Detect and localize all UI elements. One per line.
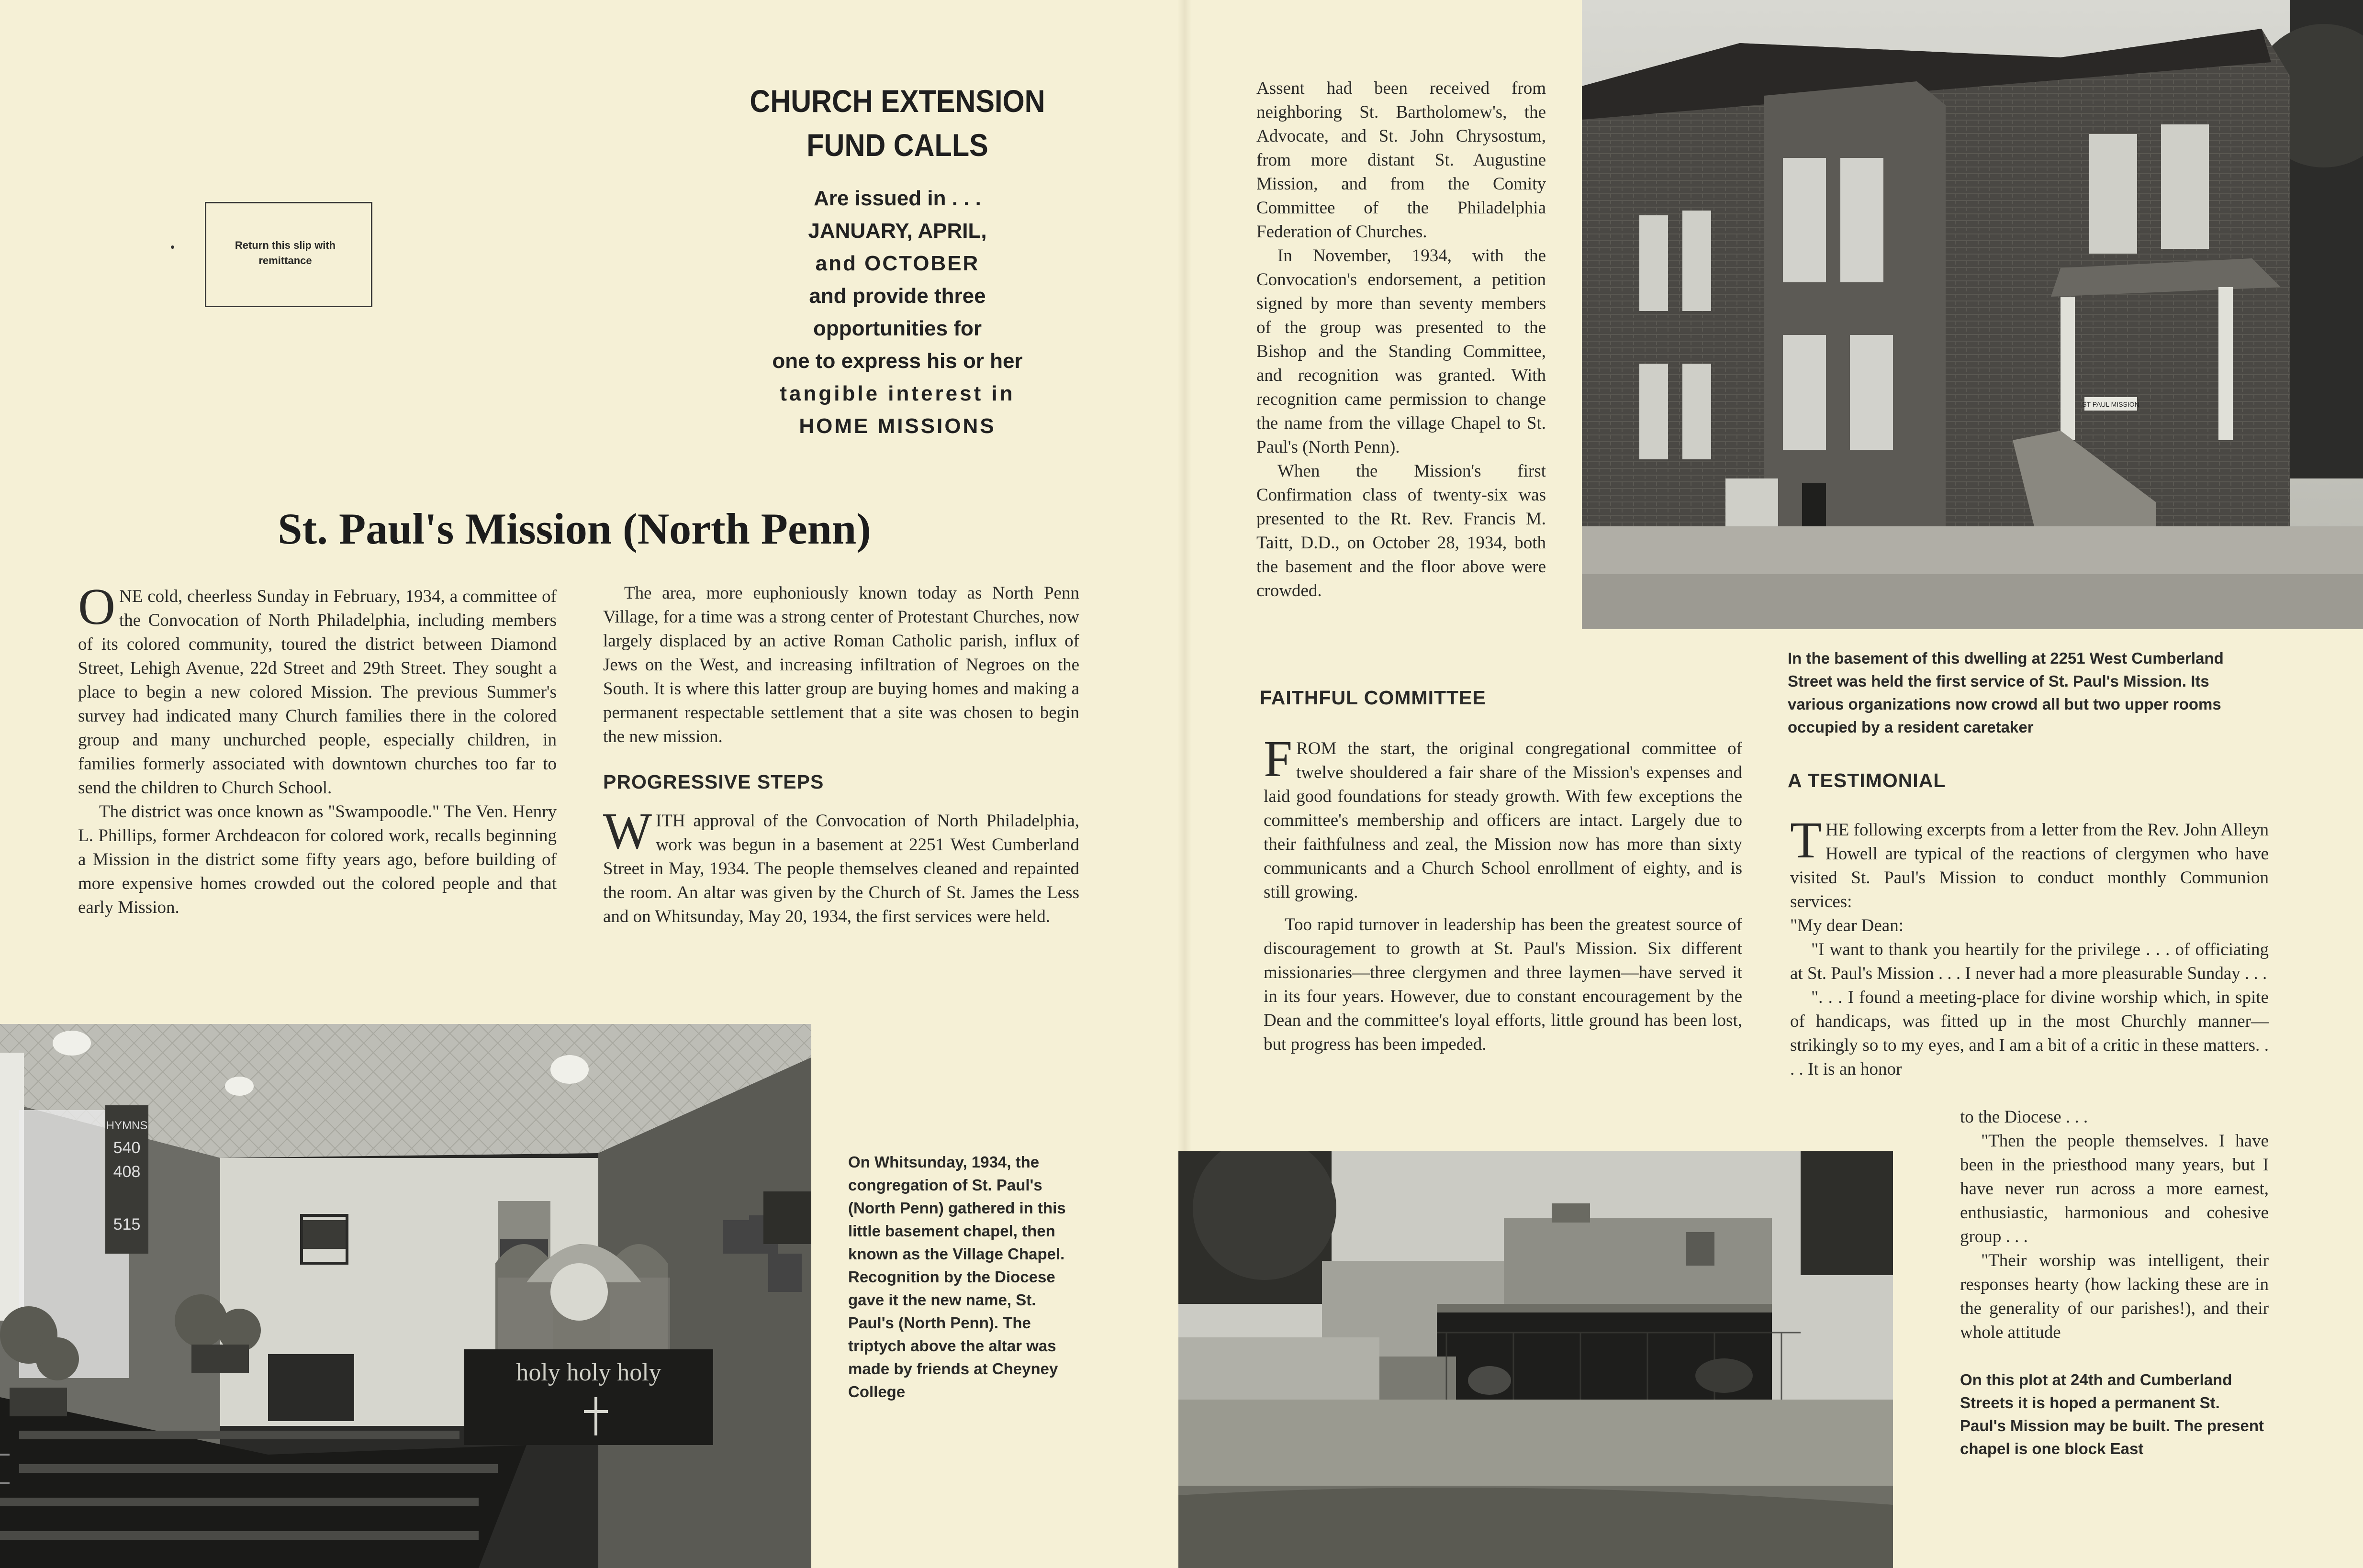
hymn-number: 408 [113,1163,141,1181]
hymn-number: 540 [113,1139,141,1157]
plot-photo [1178,1151,1893,1568]
fund-calls-text [708,182,1086,443]
fund-line: and OCTOBER [815,252,980,275]
chapel-photo [0,1024,811,1568]
fund-calls-title [728,79,1068,167]
paragraph: In November, 1934, with the Convocation's endorsement, a petition signed by more than seventy members of the group was presented to the Bishop and the Standing Committee, and recognition was granted. With recognition came permission to change the name from the village Chapel to St. Paul's (North Penn). [1256,246,1546,457]
quote-continuation: to the Diocese . . . [1960,1107,2088,1127]
house-sign: ST PAUL MISSION [2082,400,2139,408]
paragraph: THE following excerpts from a letter from the Rev. John Alleyn Howell are typical of the reactions of clergymen who have visited St. Paul's Mission to conduct monthly Communion services: [1790,812,2269,912]
article-column-3-bottom [1264,731,1742,1056]
house-photo-image [1582,0,2363,629]
quote-paragraph: "I want to thank you heartily for the privilege . . . of officiating at St. Paul's Mission . . . I never had a more pleasurable Sunday . . . [1790,940,2269,983]
house-photo-caption: In the basement of this dwelling at 2251 West Cumberland Street was held the first service of St. Paul's Mission. Its various organizations now crowd all but two upper rooms occupied by a resident caretaker [1788,649,2224,736]
section-heading-progressive-steps: PROGRESSIVE STEPS [603,771,824,793]
article-column-4 [1790,812,2269,1081]
section-heading-testimonial: A TESTIMONIAL [1788,769,1946,791]
paragraph: When the Mission's first Confirmation class of twenty-six was presented to the Rt. Rev. Francis M. Taitt, D.D., on October 28, 1934, both the basement and the floor above were crowded. [1256,461,1546,601]
article-column-4-narrow [1960,1105,2269,1345]
article-column-3-top [1256,77,1546,603]
quote-paragraph: ". . . I found a meeting-place for divine worship which, in spite of handicaps, was fitted up in the most Churchly manner—strikingly so to my eyes, and I am a bit of a critic in these matters. . . . It is an honor [1790,988,2269,1079]
fund-title-line1: CHURCH EXTENSION [750,83,1045,119]
return-slip-text: Return this slip with remittance [235,239,336,267]
fund-line: Are issued in . . . [814,187,981,210]
hymn-number: 515 [113,1215,141,1234]
fund-title-line2: FUND CALLS [806,127,988,163]
return-slip-box [205,202,372,307]
paragraph: Assent had been received from neighboring St. Bartholomew's, the Advocate, and St. John Chrysostum, from more distant St. Augustine Mission, and from the Comity Committee of the Philadelphia Federation of Churches. [1256,78,1546,242]
quote-paragraph: "Then the people themselves. I have been in the priesthood many years, but I have never run across a more earnest, enthusiastic, harmonious and cohesive group . . . [1960,1131,2269,1246]
house-photo [1582,0,2363,629]
drop-cap: O [78,578,115,635]
article-title: St. Paul's Mission (North Penn) [278,504,871,553]
paragraph: The area, more euphoniously known today as North Penn Village, for a time was a strong center of Protestant Churches, now largely displaced by an active Roman Catholic parish, influx of Jews on the West, and increasing infiltration of Negroes on the South. It is where this latter group are buying homes and making a permanent respectable settlement that a site was chosen to begin the new mission. [603,583,1079,746]
slip-dot [171,245,174,249]
article-column-1 [78,578,557,920]
drop-cap: T [1790,812,1822,869]
chapel-photo-image [0,1024,811,1568]
fund-line: tangible interest in [780,382,1015,405]
fund-line: HOME MISSIONS [799,414,996,438]
drop-cap: W [603,803,652,860]
paragraph: Too rapid turnover in leadership has been the greatest source of discouragement to growth at St. Paul's Mission. Six different missionaries—three clergymen and three laymen—have served it in its four years. However, due to constant encouragement by the Dean and the committee's loyal efforts, little ground has been lost, but progress has been impeded. [1264,915,1742,1054]
chapel-photo-caption: On Whitsunday, 1934, the congregation of St. Paul's (North Penn) gathered in this little basement chapel, then known as the Village Chapel. Recognition by the Diocese gave it the new name, St. Paul's (North Penn). The triptych above the altar was made by friends at Cheyney College [848,1153,1066,1401]
plot-photo-caption: On this plot at 24th and Cumberland Streets it is hoped a permanent St. Paul's Mission may be built. The present chapel is one block East [1960,1371,2264,1457]
plot-photo-image [1178,1151,1893,1568]
article-column-2 [603,581,1079,929]
paragraph: FROM the start, the original congregational committee of twelve shouldered a fair share of the Mission's expenses and laid good foundations for steady growth. With few exceptions the committee's membership and officers are intact. Largely due to their faithfulness and zeal, the Mission now has more than sixty communicants and a Church School enrollment of eighty, and is still growing. [1264,731,1742,902]
section-heading-faithful-committee: FAITHFUL COMMITTEE [1260,687,1486,709]
hymn-board-label: HYMNS [106,1119,148,1132]
fund-line: and provide three [809,284,986,308]
quote-paragraph: "Their worship was intelligent, their responses hearty (how lacking these are in the generality of our parishes!), and their whole attitude [1960,1251,2269,1342]
fund-line: one to express his or her [772,349,1023,373]
altar-frontal-text: holy holy holy [516,1359,661,1386]
fund-line: JANUARY, APRIL, [808,219,987,243]
letter-salutation: "My dear Dean: [1790,916,1904,935]
fund-calls-block [708,79,1086,443]
paragraph: The district was once known as "Swampoodle." The Ven. Henry L. Phillips, former Archdeacon for colored work, recalls beginning a Mission in the district some fifty years ago, before building of more expensive homes crowded out the colored people and that early Mission. [78,802,557,917]
fund-line: opportunities for [813,317,982,340]
paragraph: WITH approval of the Convocation of North Philadelphia, work was begun in a basement at 2251 West Cumberland Street in May, 1934. The people themselves cleaned and repainted the room. An altar was given by the Church of St. James the Less and on Whitsunday, May 20, 1934, the first services were held. [603,803,1079,926]
paragraph: ONE cold, cheerless Sunday in February, 1934, a committee of the Convocation of North Philadelphia, including members of its colored community, toured the district between Diamond Street, Lehigh Avenue, 22d Street and 29th Street. They sought a place to begin a new colored Mission. The previous Summer's survey had indicated many Church families there in the colored group and many unchurched people, especially children, in families formerly associated with downtown churches too far to send the children to Church School. [78,578,557,798]
drop-cap: F [1264,731,1293,788]
